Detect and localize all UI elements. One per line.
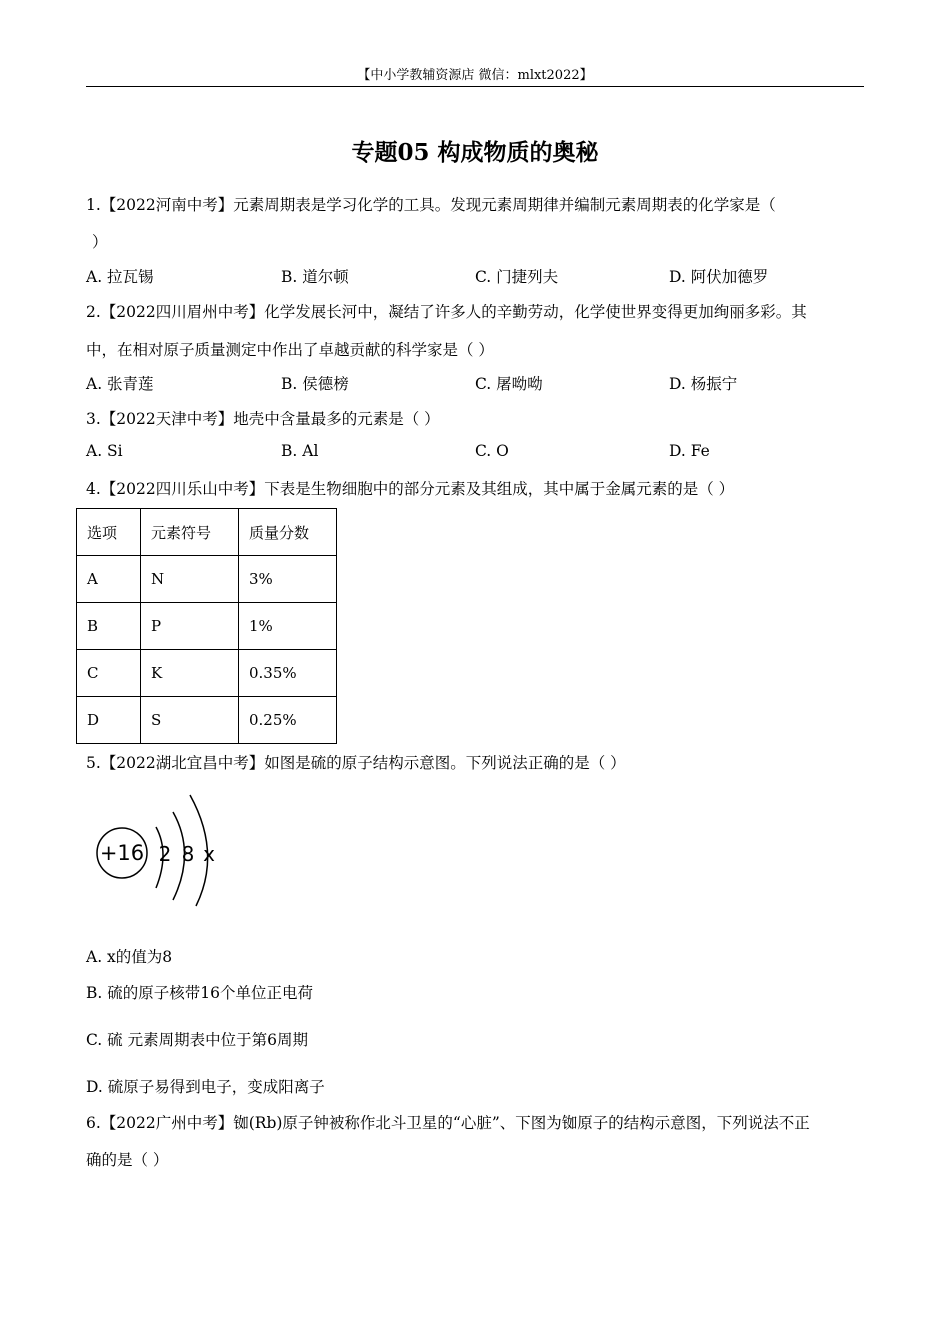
question-3-option-c: C. O (475, 442, 509, 460)
table-cell: A (77, 556, 141, 603)
question-1-option-b: B. 道尔顿 (281, 268, 349, 286)
table-cell: 0.25% (239, 697, 337, 744)
question-5-text: 5.【2022湖北宜昌中考】如图是硫的原子结构示意图。下列说法正确的是（ ） (86, 754, 626, 772)
question-6-text: 6.【2022广州中考】铷(Rb)原子钟被称作北斗卫星的“心脏”、下图为铷原子的结构示意图，下列说法不正 (86, 1114, 810, 1132)
table-cell: 3% (239, 556, 337, 603)
table-header-cell: 选项 (77, 509, 141, 556)
table-cell: P (141, 603, 239, 650)
page-header: 【中小学教辅资源店 微信：mlxt2022】 (357, 68, 593, 83)
table-cell: N (141, 556, 239, 603)
question-6-text-cont: 确的是（ ） (86, 1151, 169, 1169)
table-cell: B (77, 603, 141, 650)
question-5-option-a: A. x的值为8 (86, 948, 173, 966)
question-5-option-d: D. 硫原子易得到电子，变成阳离子 (86, 1078, 325, 1096)
shell-1-electrons: 2 (158, 842, 172, 866)
table-cell: C (77, 650, 141, 697)
question-5-option-c: C. 硫 元素周期表中位于第6周期 (86, 1031, 308, 1049)
question-5-option-b: B. 硫的原子核带16个单位正电荷 (86, 984, 313, 1002)
table-row (77, 650, 337, 697)
shell-3-electrons: x (203, 842, 215, 866)
question-4-text: 4.【2022四川乐山中考】下表是生物细胞中的部分元素及其组成，其中属于金属元素的是（ ） (86, 480, 735, 498)
question-2-text: 2.【2022四川眉州中考】化学发展长河中，凝结了许多人的辛勤劳动，化学使世界变得更加绚丽多彩。其 (86, 303, 807, 321)
nucleus-charge: +16 (99, 841, 145, 865)
table-cell: K (141, 650, 239, 697)
table-row (77, 697, 337, 744)
table-cell: S (141, 697, 239, 744)
table-cell: D (77, 697, 141, 744)
table-header-cell: 质量分数 (239, 509, 337, 556)
question-2-option-b: B. 侯德榜 (281, 375, 349, 393)
question-1-option-c: C. 门捷列夫 (475, 268, 559, 286)
table-cell: 0.35% (239, 650, 337, 697)
question-1-option-d: D. 阿伏加德罗 (669, 268, 769, 286)
question-2-option-a: A. 张青莲 (86, 375, 154, 393)
table-row (77, 556, 337, 603)
question-1-option-a: A. 拉瓦锡 (86, 268, 154, 286)
element-table (76, 508, 337, 744)
question-2-option-d: D. 杨振宁 (669, 375, 738, 393)
question-3-option-a: A. Si (86, 442, 123, 460)
question-2-option-c: C. 屠呦呦 (475, 375, 543, 393)
question-1-text: 1.【2022河南中考】元素周期表是学习化学的工具。发现元素周期律并编制元素周期表的化学家是（ (86, 196, 776, 214)
shell-2-electrons: 8 (181, 842, 195, 866)
question-3-option-d: D. Fe (669, 442, 710, 460)
page-title: 专题05 构成物质的奥秘 (351, 139, 599, 166)
sulfur-atom-diagram (90, 792, 240, 910)
table-cell: 1% (239, 603, 337, 650)
question-1-text-cont: ） (92, 233, 108, 251)
table-header-row (77, 509, 337, 556)
table-header-cell: 元素符号 (141, 509, 239, 556)
table-row (77, 603, 337, 650)
question-3-text: 3.【2022天津中考】地壳中含量最多的元素是（ ） (86, 410, 440, 428)
header-divider (86, 86, 864, 87)
question-2-text-cont: 中，在相对原子质量测定中作出了卓越贡献的科学家是（ ） (86, 341, 494, 359)
question-3-option-b: B. Al (281, 442, 319, 460)
